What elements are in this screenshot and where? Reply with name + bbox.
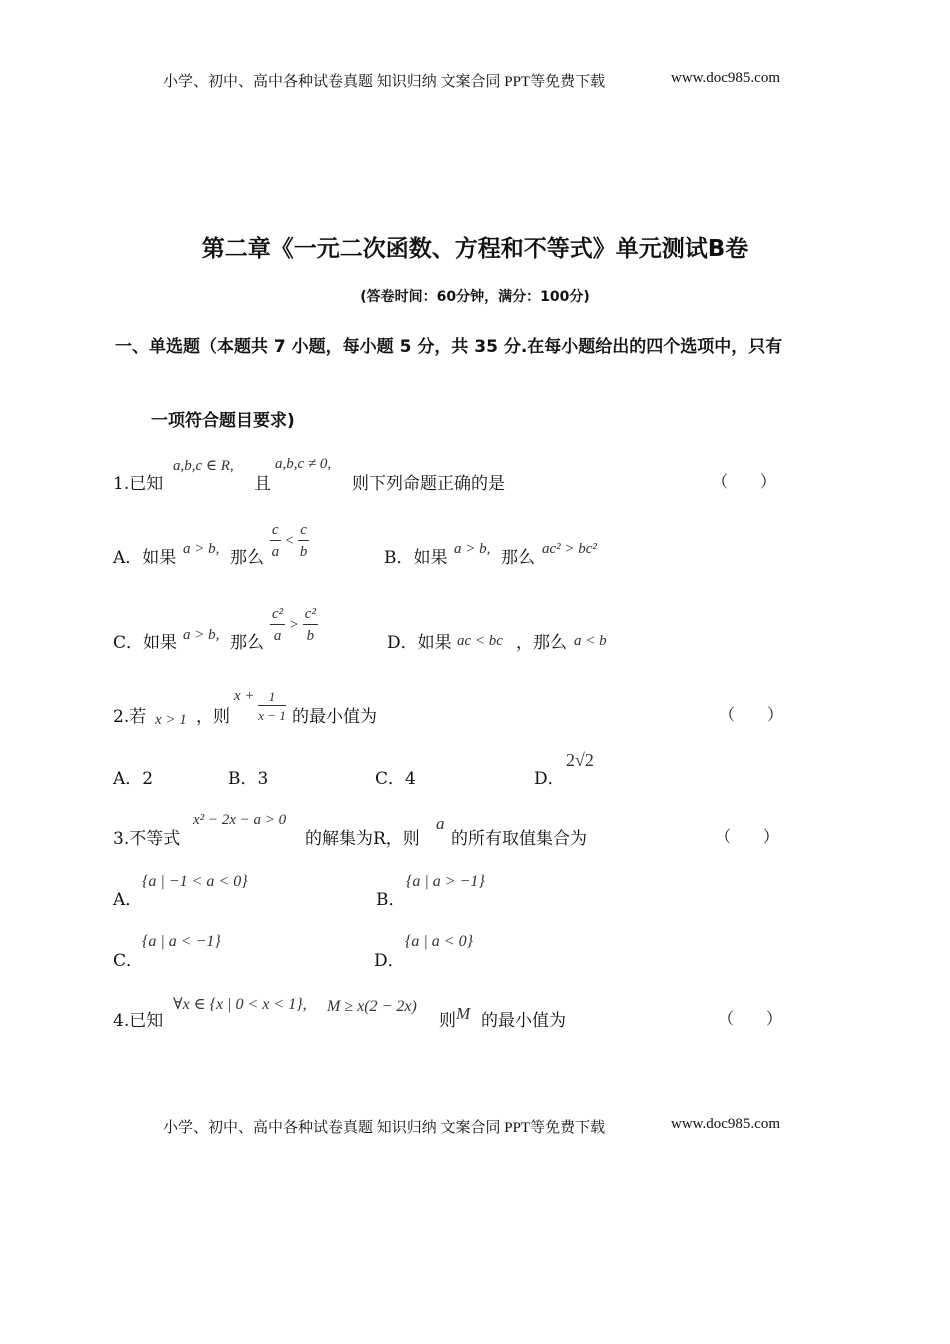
q4-stem-start: 4.已知 — [113, 1011, 164, 1031]
q1-option-a-den-1: a — [271, 544, 280, 560]
q2-option-a: A．2 — [113, 769, 154, 789]
q1-option-b-expression: ac² > bc² — [542, 541, 597, 557]
q2-expression — [234, 688, 286, 725]
q1-option-a-num-2: c — [298, 520, 309, 541]
q1-option-c-den-2: b — [306, 628, 315, 644]
q3-option-c-label: C． — [113, 951, 144, 971]
q2-fraction-num: 1 — [258, 688, 286, 706]
q4-variable: M — [456, 1004, 471, 1023]
q3-option-a-label: A． — [113, 890, 143, 910]
q1-option-c-condition: a > b, — [183, 627, 220, 643]
q3-answer-blank: （ ） — [715, 827, 780, 846]
q1-option-c-operator: > — [288, 616, 300, 633]
q3-option-a-set: {a | −1 < a < 0} — [142, 873, 248, 890]
q4-answer-blank: （ ） — [718, 1009, 783, 1028]
q2-stem-mid: ，则 — [196, 707, 230, 727]
q2-condition: x > 1 — [155, 712, 187, 728]
section-heading-line2: 一项符合题目要求) — [151, 411, 295, 431]
q1-stem-tail: 则下列命题正确的是 — [352, 474, 505, 494]
q2-option-b: B．3 — [228, 769, 269, 789]
q2-option-d-expression: 2√2 — [566, 750, 594, 770]
q1-option-a-operator: < — [284, 532, 295, 549]
q3-stem-tail: 的所有取值集合为 — [451, 829, 587, 849]
q2-fraction — [258, 688, 286, 725]
q1-option-c-expression — [270, 604, 318, 647]
q1-option-a-label: A．如果 — [113, 548, 177, 568]
q2-option-d-label: D． — [534, 769, 565, 789]
q1-answer-blank: （ ） — [712, 472, 777, 491]
q1-option-c-den-1: a — [273, 628, 282, 644]
page-subtitle: (答卷时间：60分钟，满分：100分) — [360, 289, 590, 305]
q3-option-d-set: {a | a < 0} — [405, 933, 473, 950]
q2-answer-blank: （ ） — [719, 705, 784, 724]
q1-option-a-condition: a > b, — [183, 541, 220, 557]
footer-site-link[interactable]: www.doc985.com — [671, 1116, 781, 1132]
q3-option-b-set: {a | a > −1} — [406, 873, 485, 890]
q3-stem-start: 3.不等式 — [113, 829, 181, 849]
q4-stem-mid: 则 — [439, 1011, 456, 1031]
q4-inequality: M ≥ x(2 − 2x) — [327, 998, 417, 1015]
q4-stem-tail: 的最小值为 — [481, 1011, 566, 1031]
q1-condition-1: a,b,c ∈ R, — [173, 458, 234, 474]
q1-option-d-label: D．如果 — [387, 633, 452, 653]
q1-option-a-expression — [270, 520, 309, 563]
q1-option-a-then: 那么 — [230, 548, 264, 568]
q2-fraction-den: x − 1 — [258, 708, 286, 723]
section-heading-line1: 一、单选题（本题共 7 小题，每小题 5 分，共 35 分.在每小题给出的四个选项中，只有 — [115, 337, 783, 357]
q3-option-b-label: B． — [376, 890, 406, 910]
q3-stem-mid: 的解集为R，则 — [305, 829, 420, 849]
q2-stem-start: 2.若 — [113, 707, 147, 727]
q3-variable: a — [436, 814, 445, 833]
header-site-link[interactable]: www.doc985.com — [671, 70, 781, 86]
q1-option-c-num-1: c² — [270, 604, 285, 625]
q1-option-a-den-2: b — [299, 544, 308, 560]
q3-option-c-set: {a | a < −1} — [142, 933, 221, 950]
q1-option-c-fraction-2 — [303, 604, 318, 647]
q3-option-d-label: D． — [374, 951, 405, 971]
q1-option-c-fraction-1 — [270, 604, 285, 647]
q1-option-d-then: ，那么 — [516, 633, 567, 653]
q1-option-a-num-1: c — [270, 520, 281, 541]
q1-option-a-fraction-1 — [270, 520, 281, 563]
q1-option-d-condition: ac < bc — [457, 633, 503, 649]
q3-inequality: x² − 2x − a > 0 — [193, 812, 287, 828]
header-slogan: 小学、初中、高中各种试卷真题 知识归纳 文案合同 PPT等免费下载 — [163, 74, 606, 90]
q1-option-b-condition: a > b, — [454, 541, 491, 557]
q1-option-d-expression: a < b — [574, 633, 607, 649]
q1-option-a-fraction-2 — [298, 520, 309, 563]
q1-option-c-then: 那么 — [230, 633, 264, 653]
q1-option-b-then: 那么 — [501, 548, 535, 568]
q4-condition: ∀x ∈ {x | 0 < x < 1}, — [173, 996, 307, 1013]
q1-option-c-num-2: c² — [303, 604, 318, 625]
q1-option-b-label: B．如果 — [384, 548, 448, 568]
q1-option-c-label: C．如果 — [113, 633, 178, 653]
footer-slogan: 小学、初中、高中各种试卷真题 知识归纳 文案合同 PPT等免费下载 — [163, 1120, 606, 1136]
q1-stem-start: 1.已知 — [113, 474, 164, 494]
page-title: 第二章《一元二次函数、方程和不等式》单元测试B卷 — [201, 236, 749, 262]
q1-stem-mid: 且 — [254, 474, 271, 494]
q2-stem-tail: 的最小值为 — [292, 707, 377, 727]
q2-expression-prefix: x + — [234, 688, 255, 704]
q2-option-c: C．4 — [375, 769, 416, 789]
q1-condition-2: a,b,c ≠ 0, — [275, 456, 332, 472]
